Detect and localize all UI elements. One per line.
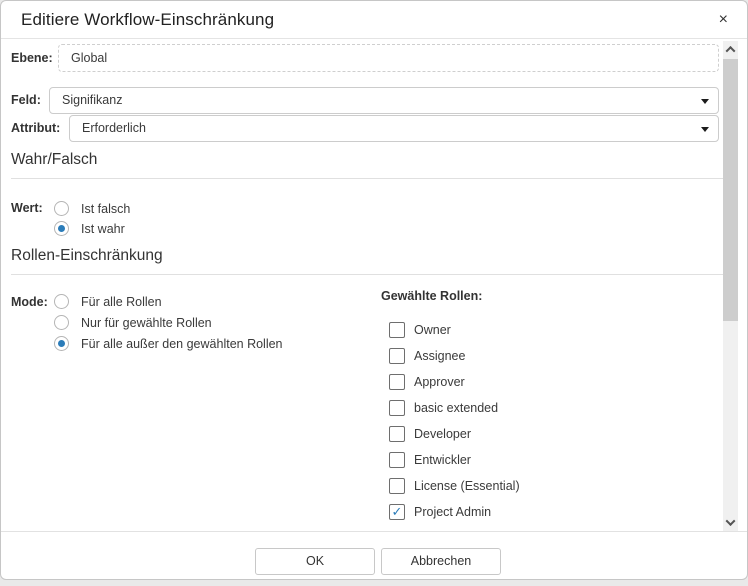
- radio-ist-falsch[interactable]: [54, 200, 130, 217]
- chevron-down-icon: [726, 516, 736, 526]
- cancel-button[interactable]: Abbrechen: [381, 548, 501, 575]
- dialog-body: [1, 40, 747, 529]
- attribut-selected-value: Erforderlich: [82, 121, 146, 135]
- radio-icon[interactable]: [54, 336, 69, 351]
- feld-select[interactable]: [49, 87, 719, 114]
- role-checkbox-row[interactable]: [389, 425, 471, 442]
- rollen-heading: Rollen-Einschränkung: [11, 247, 163, 264]
- role-label: basic extended: [414, 400, 499, 415]
- section-divider: [11, 178, 723, 179]
- checkbox-icon[interactable]: [389, 322, 405, 338]
- checkbox-icon[interactable]: [389, 478, 405, 494]
- scroll-down-button[interactable]: [723, 514, 738, 531]
- dropdown-arrow-icon: [701, 127, 709, 132]
- radio-label: Für alle außer den gewählten Rollen: [81, 336, 283, 351]
- ok-button[interactable]: OK: [255, 548, 375, 575]
- role-checkbox-row[interactable]: [389, 373, 465, 390]
- ebene-field: [58, 44, 719, 72]
- wahr-falsch-heading: Wahr/Falsch: [11, 151, 98, 168]
- wert-label: Wert:: [11, 201, 43, 215]
- vertical-scrollbar[interactable]: [723, 41, 738, 531]
- radio-icon[interactable]: [54, 315, 69, 330]
- role-label: Project Admin: [414, 504, 492, 519]
- radio-label: Ist wahr: [81, 221, 125, 236]
- radio-label: Für alle Rollen: [81, 294, 162, 309]
- feld-label: Feld:: [11, 93, 41, 107]
- radio-icon[interactable]: [54, 201, 69, 216]
- checkbox-icon[interactable]: [389, 348, 405, 364]
- checkbox-icon[interactable]: [389, 426, 405, 442]
- checkbox-icon[interactable]: [389, 452, 405, 468]
- role-label: Assignee: [414, 348, 466, 363]
- role-checkbox-row[interactable]: [389, 321, 451, 338]
- radio-nur-fuer-gewaehlte-rollen[interactable]: [54, 314, 212, 331]
- radio-label: Nur für gewählte Rollen: [81, 315, 212, 330]
- role-label: Owner: [414, 322, 451, 337]
- ebene-label: Ebene:: [11, 51, 53, 65]
- role-checkbox-row[interactable]: [389, 503, 491, 520]
- dialog-title: Editiere Workflow-Einschränkung: [21, 10, 275, 29]
- section-divider: [11, 274, 723, 275]
- ebene-value: Global: [71, 51, 108, 65]
- radio-label: Ist falsch: [81, 201, 131, 216]
- role-checkbox-row[interactable]: [389, 399, 498, 416]
- role-checkbox-row[interactable]: [389, 451, 471, 468]
- dialog-header: [1, 1, 747, 39]
- scrollbar-thumb[interactable]: [723, 59, 738, 321]
- feld-selected-value: Signifikanz: [62, 93, 123, 107]
- role-label: Entwickler: [414, 452, 471, 467]
- close-icon[interactable]: ×: [718, 11, 728, 28]
- scroll-up-button[interactable]: [723, 41, 738, 58]
- footer-divider: [1, 531, 747, 532]
- role-checkbox-row[interactable]: [389, 347, 465, 364]
- checkbox-icon[interactable]: [389, 504, 405, 520]
- radio-fuer-alle-ausser-gewaehlten[interactable]: [54, 335, 283, 352]
- radio-ist-wahr[interactable]: [54, 220, 125, 237]
- radio-icon[interactable]: [54, 294, 69, 309]
- role-checkbox-row[interactable]: [389, 477, 520, 494]
- checkbox-icon[interactable]: [389, 374, 405, 390]
- gewaehlte-rollen-heading: Gewählte Rollen:: [381, 289, 483, 303]
- radio-fuer-alle-rollen[interactable]: [54, 293, 162, 310]
- chevron-up-icon: [726, 46, 736, 56]
- role-label: Approver: [414, 374, 465, 389]
- attribut-label: Attribut:: [11, 121, 61, 135]
- dropdown-arrow-icon: [701, 99, 709, 104]
- radio-icon[interactable]: [54, 221, 69, 236]
- checkbox-icon[interactable]: [389, 400, 405, 416]
- checkmark-icon: ✓: [391, 503, 403, 519]
- role-label: Developer: [414, 426, 471, 441]
- mode-label: Mode:: [11, 295, 48, 309]
- role-label: License (Essential): [414, 478, 520, 493]
- attribut-select[interactable]: [69, 115, 719, 142]
